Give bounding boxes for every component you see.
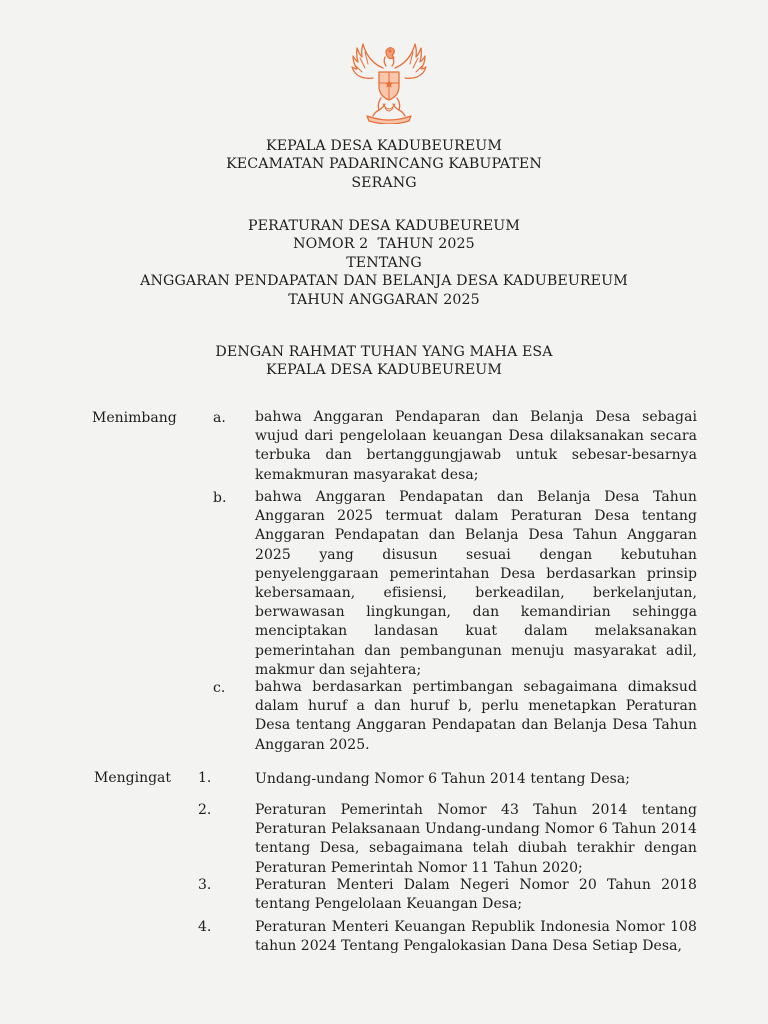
mengingat-item-3: Peraturan Menteri Dalam Negeri Nomor 20 Tahun 2018 tentang Pengelolaan Keuangan Desa; [255,877,697,913]
preamble-line-1: DENGAN RAHMAT TUHAN YANG MAHA ESA [215,344,553,360]
issuer-line-1: KEPALA DESA KADUBEUREUM [266,138,502,154]
menimbang-item-c: bahwa berdasarkan pertimbangan sebagaimana dimaksud dalam huruf a dan huruf b, perlu menetapkan Peraturan Desa tentang Anggaran Pendapatan dan Belanja Desa Tahun Anggaran 2025. [255,679,697,753]
preamble-line-2: KEPALA DESA KADUBEUREUM [266,362,502,379]
menimbang-mark-b: b. [213,490,227,506]
mengingat-label: Mengingat [94,770,172,786]
regulation-line-3: TENTANG [346,254,422,271]
mengingat-item-1: Undang-undang Nomor 6 Tahun 2014 tentang Desa; [255,771,631,787]
regulation-line-2: NOMOR 2 TAHUN 2025 [293,236,475,253]
mengingat-mark-1: 1. [198,770,212,786]
menimbang-label: Menimbang [92,410,177,426]
menimbang-mark-c: c. [213,680,226,696]
regulation-line-1: PERATURAN DESA KADUBEUREUM [248,218,520,234]
mengingat-mark-3: 3. [198,877,212,893]
menimbang-item-a: bahwa Anggaran Pendaparan dan Belanja Desa sebagai wujud dari pengelolaan keuangan Desa dilaksanakan secara terbuka dan bertanggungjawab untuk sebesar-besarnya kemakmuran masyarakat desa; [255,409,697,483]
mengingat-mark-4: 4. [198,919,212,935]
mengingat-item-2: Peraturan Pemerintah Nomor 43 Tahun 2014 tentang Peraturan Pelaksanaan Undang-undang Nomor 6 Tahun 2014 tentang Desa, sebagaimana telah diubah terakhir dengan Peraturan Pemerintah Nomor 11 Tahun 2020; [255,802,697,876]
regulation-title [0,217,768,309]
mengingat-mark-2: 2. [198,802,212,818]
issuer-header [0,137,768,192]
menimbang-mark-a: a. [213,410,226,426]
issuer-line-3: SERANG [351,174,417,191]
garuda-emblem-icon [345,42,433,124]
issuer-line-2: KECAMATAN PADARINCANG KABUPATEN [226,156,542,173]
menimbang-item-b: bahwa Anggaran Pendapatan dan Belanja Desa Tahun Anggaran 2025 termuat dalam Peraturan Desa tentang Anggaran Pendapatan dan Belanja Desa Tahun Anggaran 2025 yang disusun sesuai dengan kebutuhan penyelenggaraan pemerintahan Desa berdasarkan prinsip kebersamaan, efisiensi, berkeadilan, berkelanjutan, berwawasan lingkungan, dan kemandirian sehingga menciptakan landasan kuat dalam melaksanakan pemerintahan dan pembangunan menuju masyarakat adil, makmur dan sejahtera; [255,489,697,678]
regulation-line-5: TAHUN ANGGARAN 2025 [288,291,480,308]
regulation-line-4: ANGGARAN PENDAPATAN DAN BELANJA DESA KADUBEUREUM [140,273,628,290]
preamble [0,343,768,380]
mengingat-item-4: Peraturan Menteri Keuangan Republik Indonesia Nomor 108 tahun 2024 Tentang Pengalokasian Dana Desa Setiap Desa, [255,919,697,955]
